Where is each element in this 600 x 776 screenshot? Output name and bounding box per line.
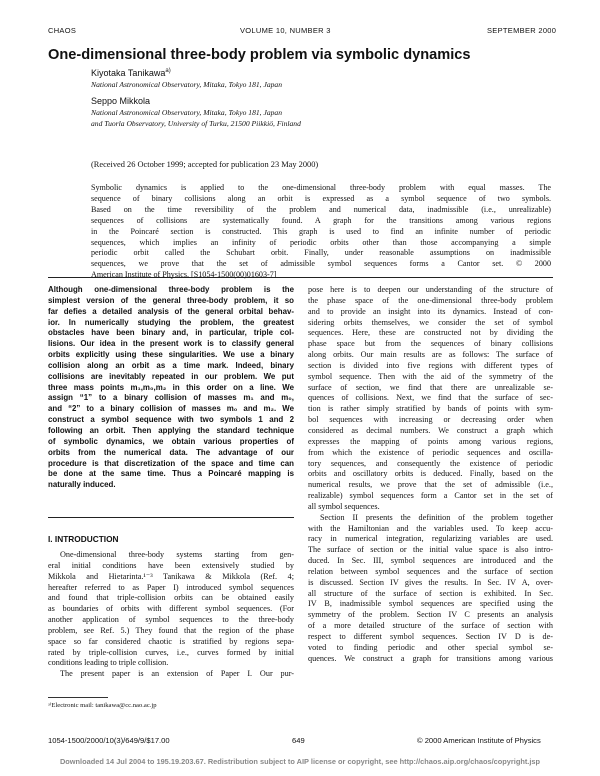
summary-paragraph <box>48 285 294 491</box>
summary-line: ior. In numerically studying the problem, the greatest <box>48 317 294 327</box>
body-line: expresses the mapping of points among various regions, <box>308 436 553 446</box>
body-line: sequences. Here, these are constructed not by dividing the <box>308 328 553 338</box>
abstract-line: Based on the time reversibility of the problem and numerical data, inadmissible (i.e., unrealizable) <box>91 204 551 214</box>
intro-line: another application of symbol sequences to the three-body <box>48 615 294 625</box>
abstract-line: in the Poincaré section is constructed. This graph is used to find an infinite number of periodic <box>91 226 551 236</box>
intro-line: hereafter referred to as Paper I) introduced symbol sequences <box>48 582 294 592</box>
abstract-line: sequence of binary collisions along an orbit is expressed as a symbol sequence of two symbols. <box>91 193 551 203</box>
body-line: duced. In Sec. III, symbol sequences are introduced and the <box>308 556 553 566</box>
body-line: the phase space of the one-dimensional three-body problem <box>308 295 553 305</box>
summary-line: be done at the same time. Thus a Poincaré mapping is <box>48 469 294 479</box>
right-column <box>308 285 553 665</box>
footer-copyright: © 2000 American Institute of Physics <box>417 736 541 745</box>
summary-line: obstacles have been binary and, in particular, triple col- <box>48 328 294 338</box>
body-line: tory sequences, and consequently the existence of periodic <box>308 458 553 468</box>
body-line: surface of section, we find that there are unrealizable se- <box>308 382 553 392</box>
summary-line: collisions are inevitably repeated in our problem. We put <box>48 371 294 381</box>
body-line: orbits and oscillatory orbits is deduced. Finally, based on the <box>308 469 553 479</box>
summary-line: Although one-dimensional three-body problem is the <box>48 285 294 294</box>
summary-line: of symbolic dynamics, we obtain various properties of <box>48 436 294 446</box>
body-line: with the Hamiltonian and the variables used. To keep accu- <box>308 523 553 533</box>
intro-line: as boundaries of orbits with different symbol sequences. (For <box>48 604 294 614</box>
author-1-name: Kiyotaka Tanikawa <box>91 68 166 78</box>
body-line: voted to finding periodic and other special symbol se- <box>308 642 553 652</box>
author-2-affiliation-1: National Astronomical Observatory, Mitaka, Tokyo 181, Japan <box>91 108 283 117</box>
footer-issn: 1054-1500/2000/10(3)/649/9/$17.00 <box>48 736 170 745</box>
abstract-line: sequences of collisions are systematically found. A graph for the transitions among various regions <box>91 215 551 225</box>
summary-line: simplest version of the general three-body problem, it so <box>48 295 294 305</box>
intro-line: One-dimensional three-body systems starting from gen- <box>60 550 294 559</box>
page-number: 649 <box>292 736 305 745</box>
body-line: sidering orbits themselves, we consider the set of symbol <box>308 317 553 327</box>
summary-line: and “2” to a binary collision of masses m₀ and m₂. We <box>48 404 294 414</box>
summary-line: orbits explicitly using these singularities. We use a binary <box>48 350 294 360</box>
body-line: racy in numerical integration, regularizing variables are used. <box>308 534 553 544</box>
abstract-line: periodic orbit called the Schubart orbit. Finally, under reasonable assumptions on inadmissible <box>91 248 551 258</box>
intro-line: conditions leading to triple collision. <box>48 658 169 668</box>
intro-paragraph <box>48 550 294 680</box>
body-line: pose here is to deepen our understanding of the structure of <box>308 285 553 294</box>
body-line: relation between symbol sequences and the surface of section <box>308 566 553 576</box>
intro-line: The present paper is an extension of Paper I. Our pur- <box>60 669 294 679</box>
summary-line: orbits from the numerical data. The advantage of our <box>48 447 294 457</box>
body-line: from which the existence of periodic sequences and oscilla- <box>308 447 553 457</box>
body-line: quences. We construct a graph for transitions among various <box>308 653 553 663</box>
summary-line: naturally induced. <box>48 480 116 490</box>
body-line: all symbol sequences. <box>308 501 380 511</box>
received-dates: (Received 26 October 1999; accepted for publication 23 May 2000) <box>91 160 319 169</box>
body-line: Section II presents the definition of the problem together <box>320 512 553 522</box>
abstract <box>91 183 551 281</box>
author-1-footnote-mark: a) <box>165 68 171 74</box>
download-notice: Downloaded 14 Jul 2004 to 195.19.203.67. Redistribution subject to AIP license or copyright, see http://chaos.aip.org/chaos/copyright.jsp <box>59 757 541 766</box>
summary-line: far defies a detailed analysis of the general orbital behav- <box>48 306 294 316</box>
abstract-line: sequences, we prove that the set of admissible symbol sequences forms a Cantor set. © 2000 <box>91 259 551 269</box>
divider <box>48 277 553 278</box>
summary-line: construct a symbol sequence with two symbols 1 and 2 <box>48 415 294 425</box>
summary-line: collision along an orbit as a time mark. Indeed, binary <box>48 360 294 370</box>
intro-line: Mikkola and Hietarinta.¹⁻³ Tanikawa & Mikkola (Ref. 4; <box>48 571 294 581</box>
author-1-affiliation: National Astronomical Observatory, Mitaka, Tokyo 181, Japan <box>91 80 283 89</box>
intro-line: problem, see Ref. 5.) They found that the region of the phase <box>48 625 294 635</box>
abstract-line: American Institute of Physics. [S1054-1500(00)01603-7] <box>91 270 277 280</box>
volume-number: VOLUME 10, NUMBER 3 <box>240 26 331 35</box>
body-line: along orbits. Our main results are as follows: The surface of <box>308 350 553 360</box>
body-line: and to provide an insight into its dynamics. Instead of con- <box>308 306 553 316</box>
body-line: quences of collisions. Next, we find that the surface of sec- <box>308 393 553 403</box>
body-line: all structure of the surface of section is exhibited. In Sec. <box>308 588 553 598</box>
body-line: The surface of section or the initial value space is also intro- <box>308 545 553 555</box>
body-line: phase space but from the sequences of binary collisions <box>308 339 553 349</box>
footnote-rule <box>48 697 108 698</box>
intro-line: rated by triple-collision curves, i.e., curves formed by initial <box>48 647 294 657</box>
body-line: section is divided into five regions with different types of <box>308 360 553 370</box>
body-line: is discussed. Section IV gives the results. In Sec. IV A, over- <box>308 577 553 587</box>
body-line: bol sequences with increasing or decreasing order when <box>308 415 553 425</box>
divider <box>48 517 294 518</box>
body-line: symmetry of the problem. Section IV C presents an analysis <box>308 610 553 620</box>
body-line: respect to different symbol sequences. Section IV D is de- <box>308 632 553 641</box>
summary-line: procedure is that discretization of the space and time can <box>48 458 294 468</box>
section-heading: I. INTRODUCTION <box>48 534 119 544</box>
author-2-affiliation-2: and Tuorla Observatory, University of Turku, 21500 Piikkiö, Finland <box>91 118 301 128</box>
author-name <box>91 68 171 78</box>
intro-line: and found that triple-collision orbits can be obtained easily <box>48 593 294 603</box>
journal-name: CHAOS <box>48 26 77 35</box>
summary-line: assign “1” to a binary collision of masses m₁ and m₀, <box>48 393 294 403</box>
summary-line: lisions. Our idea in the present work is to classify general <box>48 339 294 349</box>
issue-date: SEPTEMBER 2000 <box>487 26 557 35</box>
abstract-line: Symbolic dynamics is applied to the one-dimensional three-body problem with equal masses. The <box>91 183 551 192</box>
body-line: of a more detailed structure of the surface of section with <box>308 621 553 631</box>
body-line: realizable) symbol sequences form a Cantor set in the set of <box>308 491 553 501</box>
body-line: tion is rather simply stratified by bands of points with sym- <box>308 404 553 414</box>
intro-line: eral initial conditions have been extensively studied by <box>48 560 294 570</box>
body-line: numerical results, we prove that the set of admissible (i.e., <box>308 480 553 490</box>
body-line: symbol sequence. Then with the aid of the symmetry of the <box>308 371 553 381</box>
body-line: IV B, inadmissible symbol sequences are specified using the <box>308 599 553 609</box>
author-2-name: Seppo Mikkola <box>91 96 151 106</box>
summary-line: three mass points m₁,m₀,m₂ in this order on a line. We <box>48 382 294 392</box>
summary-line: following an orbit. Then applying the standard technique <box>48 425 294 435</box>
page-title: One-dimensional three-body problem via symbolic dynamics <box>48 47 471 63</box>
body-line: considered as decimal numbers. We construct a graph which <box>308 425 553 435</box>
abstract-line: sequences, which implies an infinity of periodic orbits other than those accompanying a simple <box>91 237 551 247</box>
footnote: ᵃ⁾Electronic mail: tanikawa@cc.nao.ac.jp <box>48 702 157 709</box>
intro-line: space so far considered chaotic is stratified by regions sepa- <box>48 636 294 646</box>
